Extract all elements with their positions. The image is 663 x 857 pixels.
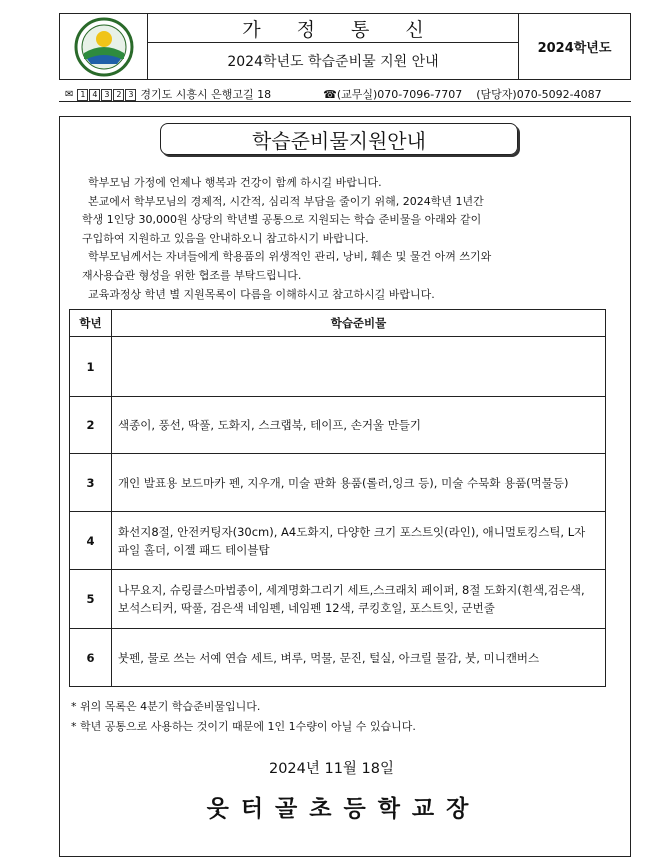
grade-cell: 1 xyxy=(70,337,112,397)
supplies-column-header: 학습준비물 xyxy=(112,310,606,337)
header-divider xyxy=(59,101,631,102)
main-title: 학습준비물지원안내 xyxy=(160,123,518,155)
school-year: 2024학년도 xyxy=(518,14,630,79)
manager-phone: (담당자)070-5092-4087 xyxy=(476,88,602,101)
paragraph-line: 학부모님 가정에 언제나 행복과 건강이 함께 하시길 바랍니다. xyxy=(88,176,382,189)
postal-digit: 4 xyxy=(89,89,100,101)
supplies-cell xyxy=(112,337,606,397)
paragraph-line: 학생 1인당 30,000원 상당의 학년별 공통으로 지원되는 학습 준비물을 아래와 같이 xyxy=(82,213,482,227)
paragraph-line: 학부모님께서는 자녀들에게 학용품의 위생적인 관리, 낭비, 훼손 및 물건 아껴 쓰기와 xyxy=(88,250,492,264)
issue-date: 2024년 11월 18일 xyxy=(268,761,395,777)
supplies-table xyxy=(69,309,606,687)
paragraph-line: 본교에서 학부모님의 경제적, 시간적, 심리적 부담을 줄이기 위해, 2024학년 1년간 xyxy=(88,194,484,208)
table-header-row xyxy=(70,310,606,337)
footnote: * 위의 목록은 4분기 학습준비물입니다. xyxy=(71,700,261,713)
newsletter-subtitle: 2024학년도 학습준비물 지원 안내 xyxy=(227,54,439,70)
paragraph-line: 구입하여 지원하고 있음을 안내하오니 참고하시기 바랍니다. xyxy=(82,231,369,245)
supplies-cell: 붓펜, 물로 쓰는 서예 연습 세트, 벼루, 먹물, 문진, 털실, 아크릴 물감, 붓, 미니캔버스 xyxy=(112,629,606,687)
contact-info-bar xyxy=(65,86,602,102)
postal-digit: 3 xyxy=(125,89,136,101)
footnote: * 학년 공통으로 사용하는 것이기 때문에 1인 1수량이 아닐 수 있습니다. xyxy=(71,720,416,733)
map-pin-icon: ✉ xyxy=(65,88,74,100)
grade-cell: 2 xyxy=(70,397,112,454)
table-row xyxy=(70,337,606,397)
phone-icon: ☎ xyxy=(323,87,337,101)
grade-column-header: 학년 xyxy=(70,310,112,337)
school-logo xyxy=(60,14,148,79)
letter-header xyxy=(59,13,631,80)
table-row xyxy=(70,512,606,570)
school-emblem-icon xyxy=(65,17,143,77)
footnotes xyxy=(71,697,416,737)
paragraph-line: 재사용습관 형성을 위한 협조를 부탁드립니다. xyxy=(82,268,302,282)
postal-digit: 3 xyxy=(101,89,112,101)
table-row xyxy=(70,629,606,687)
paragraph-line: 교육과정상 학년 별 지원목록이 다름을 이해하시고 참고하시길 바랍니다. xyxy=(88,287,435,301)
supplies-cell: 개인 발표용 보드마카 펜, 지우개, 미술 판화 용품(롤러,잉크 등), 미술 수묵화 용품(먹물등) xyxy=(112,454,606,512)
supplies-cell: 나무요지, 슈링클스마법종이, 세계명화그리기 세트,스크래치 페이퍼, 8절 도화지(흰색,검은색, 보석스티커, 딱풀, 검은색 네임펜, 네임펜 12색, 쿠킹호일, 포스트잇, 군번줄 xyxy=(112,570,606,629)
newsletter-title: 가 정 통 신 xyxy=(148,14,518,43)
postal-digit: 1 xyxy=(77,89,88,101)
school-address: 경기도 시흥시 은행고길 18 xyxy=(140,88,272,101)
table-row xyxy=(70,570,606,629)
principal-signature: 웃터골초등학교장 xyxy=(206,796,481,822)
office-phone: (교무실)070-7096-7707 xyxy=(336,88,463,101)
table-row xyxy=(70,454,606,512)
grade-cell: 4 xyxy=(70,512,112,570)
grade-cell: 5 xyxy=(70,570,112,629)
postal-code-boxes xyxy=(77,87,137,101)
postal-digit: 2 xyxy=(113,89,124,101)
table-row xyxy=(70,397,606,454)
grade-cell: 6 xyxy=(70,629,112,687)
grade-cell: 3 xyxy=(70,454,112,512)
supplies-cell: 색종이, 풍선, 딱풀, 도화지, 스크랩북, 테이프, 손거울 만들기 xyxy=(112,397,606,454)
supplies-cell: 화선지8절, 안전커팅자(30cm), A4도화지, 다양한 크기 포스트잇(라인), 애니멀토킹스틱, L자 파일 홀더, 이젤 패드 테이블탑 xyxy=(112,512,606,570)
intro-paragraph xyxy=(82,174,617,304)
